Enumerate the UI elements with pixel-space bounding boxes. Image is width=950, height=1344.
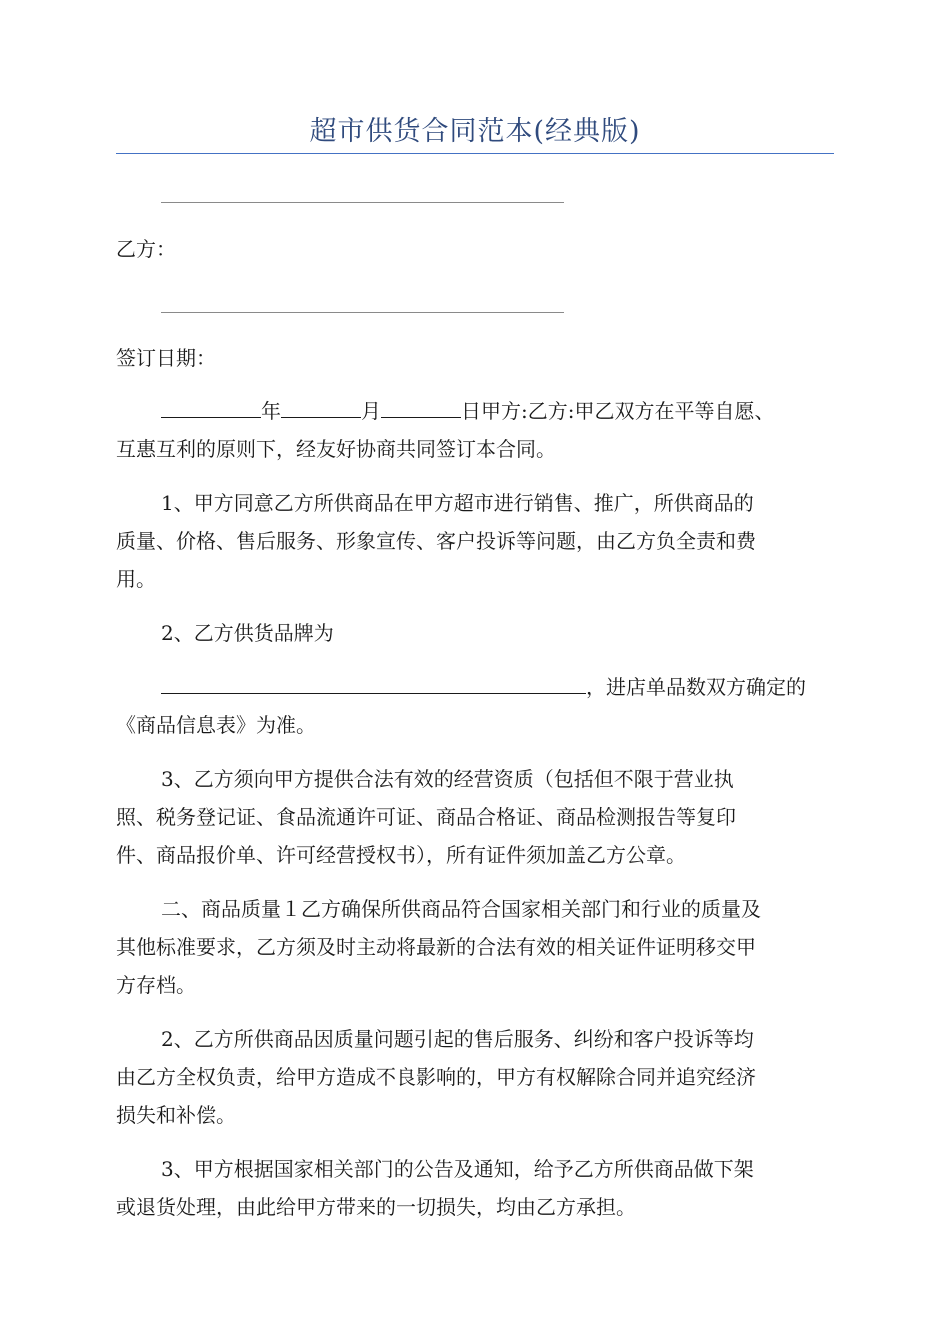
day-blank xyxy=(381,399,461,418)
party-b-label: 乙方： xyxy=(116,237,176,261)
paragraph-line: 2、乙方所供商品因质量问题引起的售后服务、纠纷和客户投诉等均 xyxy=(161,1027,754,1051)
paragraph-line: 2、乙方供货品牌为 xyxy=(161,621,334,645)
document-title: 超市供货合同范本(经典版) xyxy=(309,116,641,147)
paragraph-line: 由乙方全权负责，给甲方造成不良影响的，甲方有权解除合同并追究经济 xyxy=(116,1065,756,1089)
paragraph-line: 《商品信息表》为准。 xyxy=(116,713,316,737)
paragraph-line: 互惠互利的原则下，经友好协商共同签订本合同。 xyxy=(116,437,556,461)
paragraph-line: 3、甲方根据国家相关部门的公告及通知，给予乙方所供商品做下架 xyxy=(161,1157,754,1181)
paragraph-line: 用。 xyxy=(116,567,156,591)
paragraph-line: 损失和补偿。 xyxy=(116,1103,236,1127)
paragraph-line: 二、商品质量１乙方确保所供商品符合国家相关部门和行业的质量及 xyxy=(161,897,761,921)
paragraph-line: 3、乙方须向甲方提供合法有效的经营资质（包括但不限于营业执 xyxy=(161,767,734,791)
paragraph-line: 质量、价格、售后服务、形象宣传、客户投诉等问题，由乙方负全责和费 xyxy=(116,529,756,553)
paragraph-line: 其他标准要求，乙方须及时主动将最新的合法有效的相关证件证明移交甲 xyxy=(116,935,756,959)
date-line xyxy=(161,396,834,426)
title-underline xyxy=(116,153,834,154)
year-blank xyxy=(161,399,261,418)
date-line-rest: 日甲方:乙方:甲乙双方在平等自愿、 xyxy=(461,399,775,423)
brand-line-text: ，进店单品数双方确定的 xyxy=(586,675,806,699)
paragraph-line: 或退货处理，由此给甲方带来的一切损失，均由乙方承担。 xyxy=(116,1195,636,1219)
brand-line xyxy=(161,672,834,702)
paragraph-line: 照、税务登记证、食品流通许可证、商品合格证、商品检测报告等复印 xyxy=(116,805,736,829)
sign-date-label: 签订日期： xyxy=(116,346,216,370)
month-blank xyxy=(281,399,361,418)
paragraph-line: 件、商品报价单、许可经营授权书），所有证件须加盖乙方公章。 xyxy=(116,843,686,867)
party-a-blank-line xyxy=(161,202,564,203)
month-label: 月 xyxy=(361,399,381,423)
paragraph-line: 1、甲方同意乙方所供商品在甲方超市进行销售、推广，所供商品的 xyxy=(161,491,754,515)
paragraph-line: 方存档。 xyxy=(116,973,196,997)
party-b-blank-line xyxy=(161,312,564,313)
brand-blank xyxy=(161,675,586,694)
year-label: 年 xyxy=(261,399,281,423)
